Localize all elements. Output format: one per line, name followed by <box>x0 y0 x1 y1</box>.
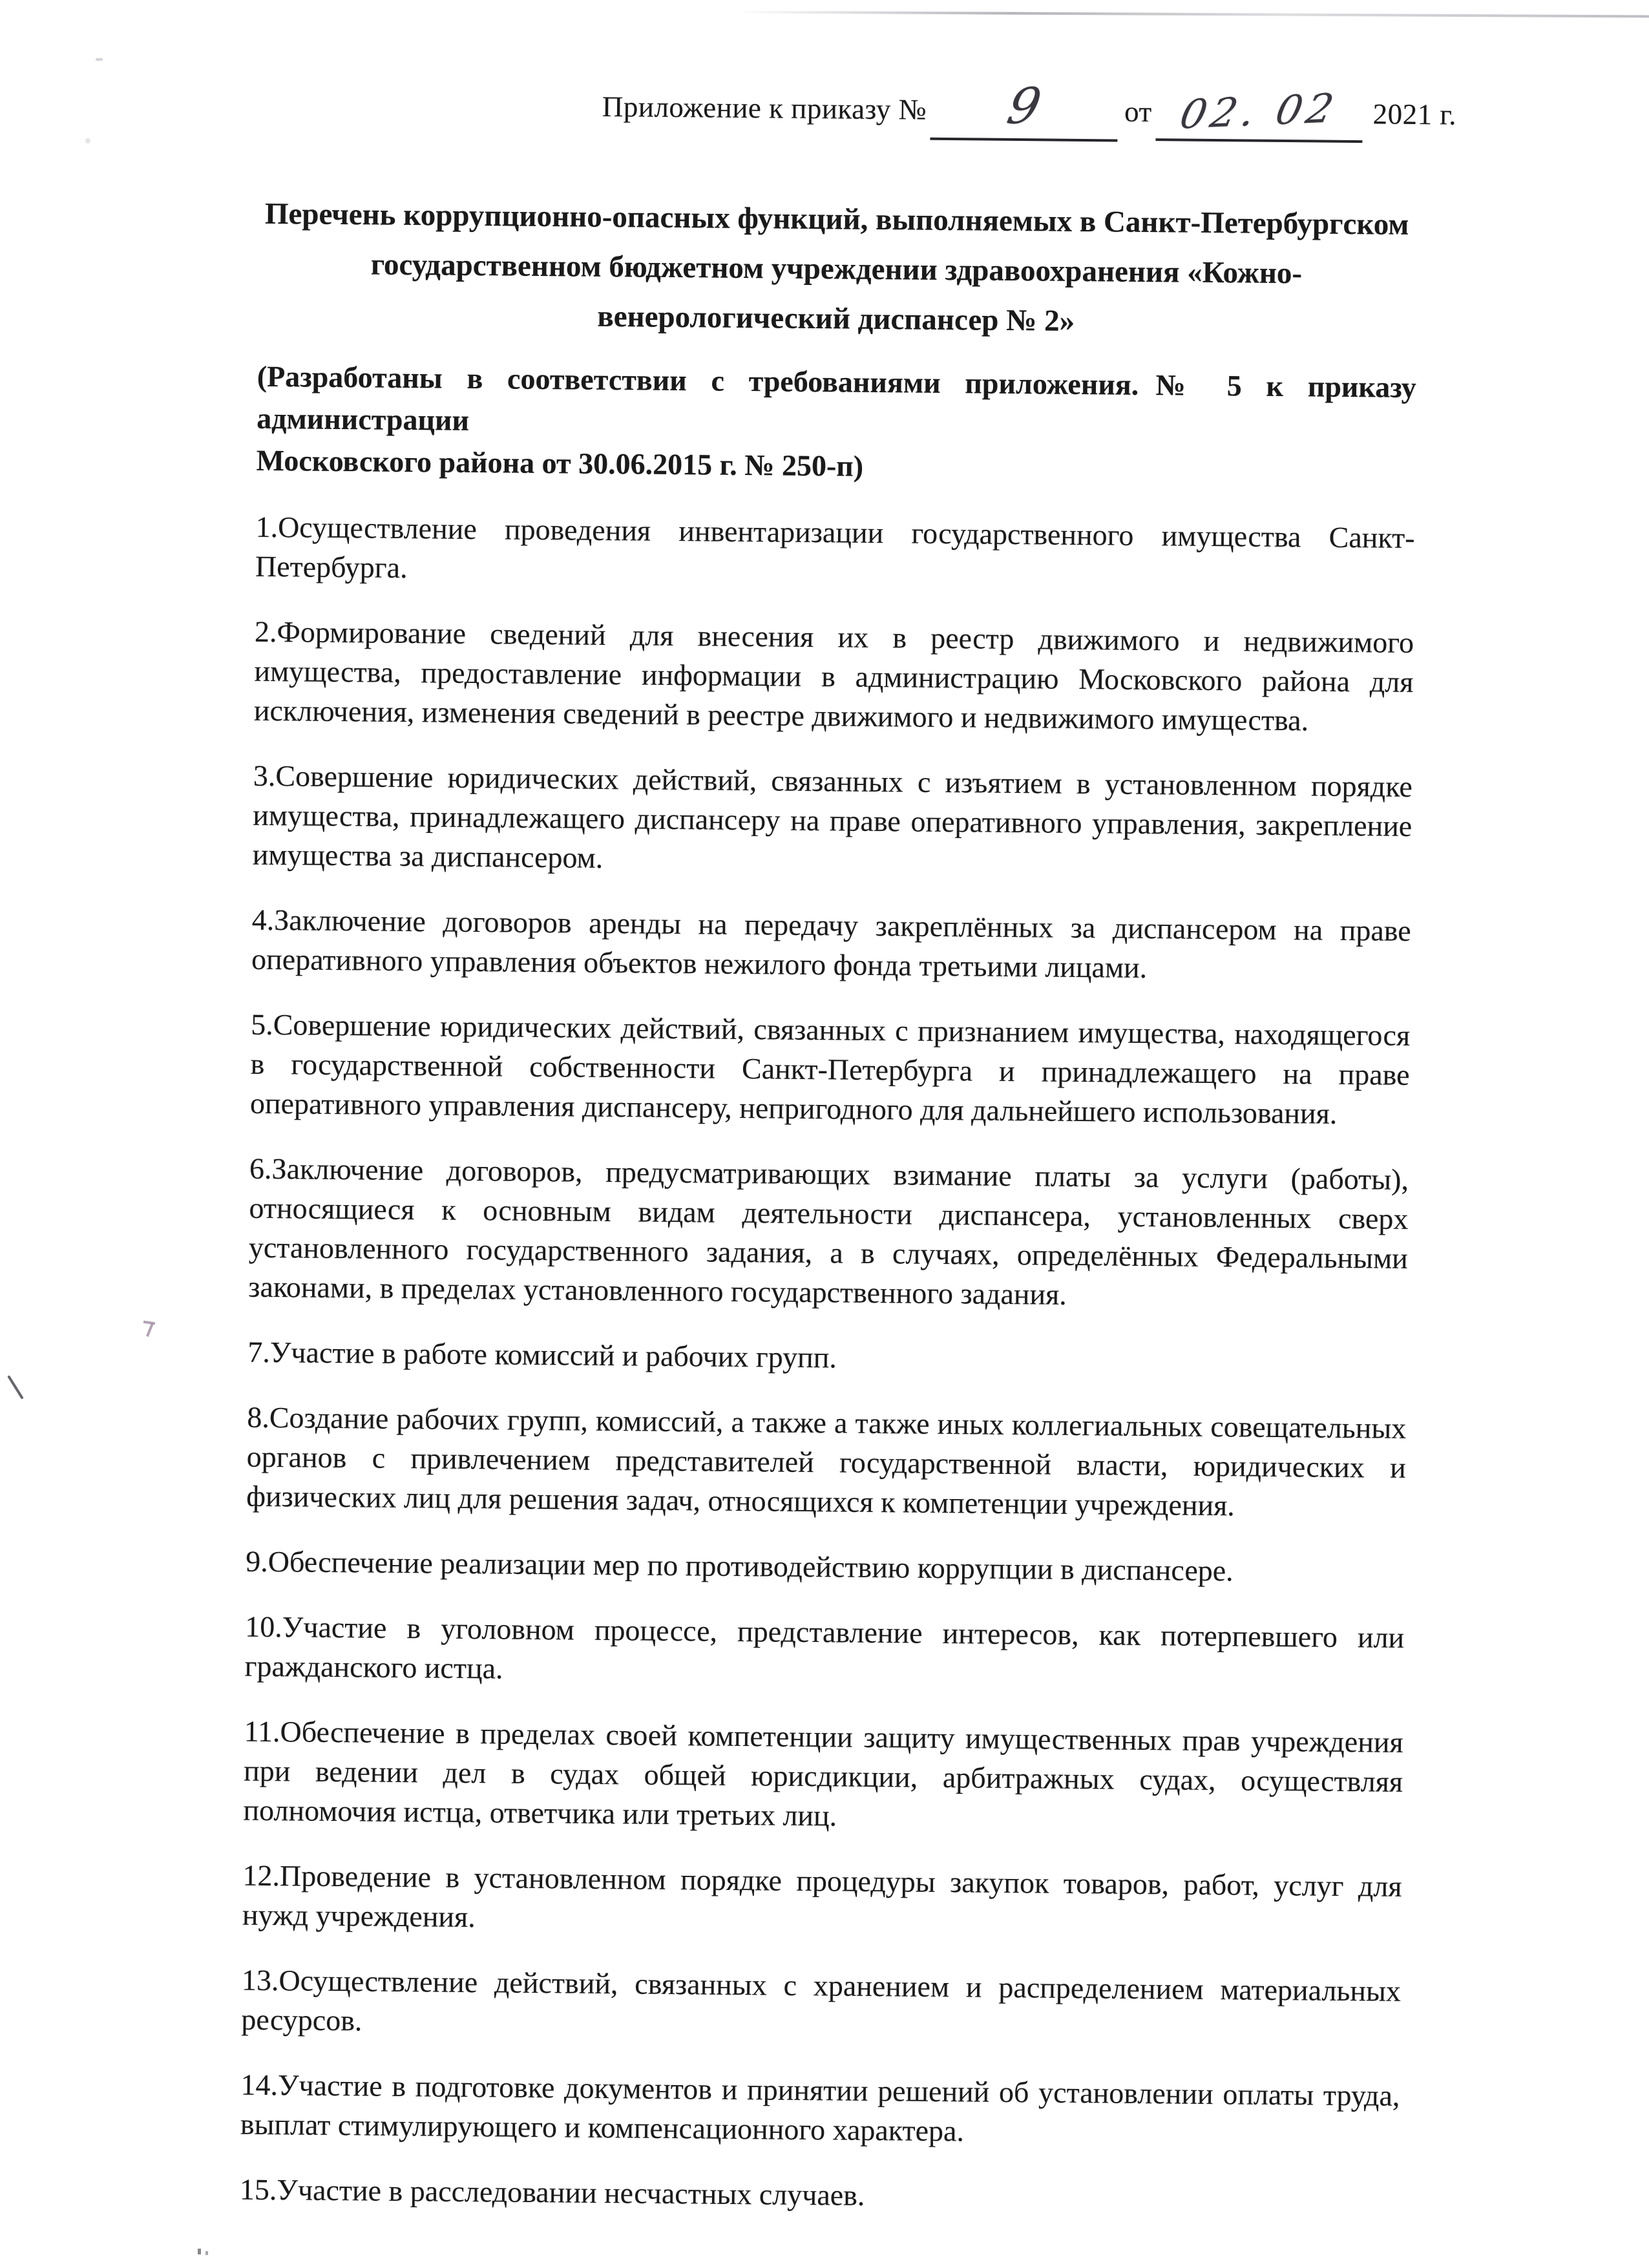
list-item: 12.Проведение в установленном порядке процедуры закупок товаров, работ, услуг для нужд учреждения. <box>242 1858 1402 1934</box>
order-date-blank <box>1155 84 1363 143</box>
list-item: 5.Совершение юридических действий, связанных с признанием имущества, находящегося в государственной собственности Санкт-Петербурга и принадлежащего на праве оперативного управления диспансеру, непригодного для дальнейшего использования. <box>249 1007 1411 1130</box>
list-item: 14.Участие в подготовке документов и принятии решений об установлении оплаты труда, выплат стимулирующего и компенсационного характера. <box>240 2068 1400 2148</box>
list-item: 11.Обеспечение в пределах своей компетенции защиту имущественных прав учреждения при ведении дел в судах общей юрисдикции, арбитражных судах, осуществляя полномочия истца, ответчика или третьих лиц. <box>243 1714 1403 1832</box>
appendix-label: Приложение к приказу № <box>602 90 927 126</box>
list-item: 7.Участие в работе комиссий и рабочих групп. <box>247 1335 837 1374</box>
document-subtitle-line: (Разработаны в соответствии с требованиями приложения.№ 5 к приказу администрации <box>256 359 1417 437</box>
list-item: 15.Участие в расследовании несчастных случаев. <box>239 2172 865 2212</box>
order-year: 2021 г. <box>1372 98 1457 131</box>
list-item: 13.Осуществление действий, связанных с хранением и распределением материальных ресурсов. <box>241 1963 1402 2037</box>
document-subtitle-line: Московского района от 30.06.2015 г. № 250-п) <box>256 443 864 483</box>
list-item: 1.Осуществление проведения инвентаризации государственного имущества Санкт-Петербурга. <box>255 510 1415 585</box>
list-item: 6.Заключение договоров, предусматривающих взимание платы за услуги (работы), относящиеся к основным видам деятельности диспансера, установленных сверх установленного государственного задания, а в случаях, определённых Федеральными законами, в пределах установленного государственного задания. <box>248 1151 1409 1311</box>
appendix-header-line <box>602 75 1649 137</box>
list-item: 8.Создание рабочих групп, комиссий, а также а также иных коллегиальных совещательных органов с привлечением представителей государственной власти, юридических и физических лиц для решения задач, относящихся к компетенции учреждения. <box>246 1400 1407 1522</box>
document-subtitle <box>256 355 1416 492</box>
list-item: 9.Обеспечение реализации мер по противодействию коррупции в диспансере. <box>246 1544 1234 1588</box>
document-title-line: Перечень коррупционно-опасных функций, выполняемых в Санкт-Петербургском <box>264 196 1409 242</box>
order-date-handwritten: 02. 02 <box>1176 84 1343 138</box>
order-number-blank <box>930 76 1119 142</box>
document-title-line: государственном бюджетном учреждении здравоохранения «Кожно- <box>370 247 1303 291</box>
functions-list <box>240 507 1415 2220</box>
list-item: 2.Формирование сведений для внесения их в реестр движимого и недвижимого имущества, предоставление информации в администрацию Московского района для исключения, изменения сведений в реестре движимого и недвижимого имущества. <box>253 614 1414 737</box>
list-item: 4.Заключение договоров аренды на передачу закреплённых за диспансером на праве оперативного управления объектов нежилого фонда третьими лицами. <box>251 903 1411 985</box>
list-item: 10.Участие в уголовном процессе, представление интересов, как потерпевшего или гражданского истца. <box>244 1610 1405 1685</box>
document-title <box>257 189 1415 350</box>
from-label: от <box>1124 95 1152 129</box>
order-number-handwritten: 9 <box>1002 76 1046 136</box>
document-title-line: венерологический диспансер № 2» <box>597 299 1075 338</box>
list-item: 3.Совершение юридических действий, связанных с изъятием в установленном порядке имущества, принадлежащего диспансеру на праве оперативного управления, закрепление имущества за диспансером. <box>252 759 1413 874</box>
